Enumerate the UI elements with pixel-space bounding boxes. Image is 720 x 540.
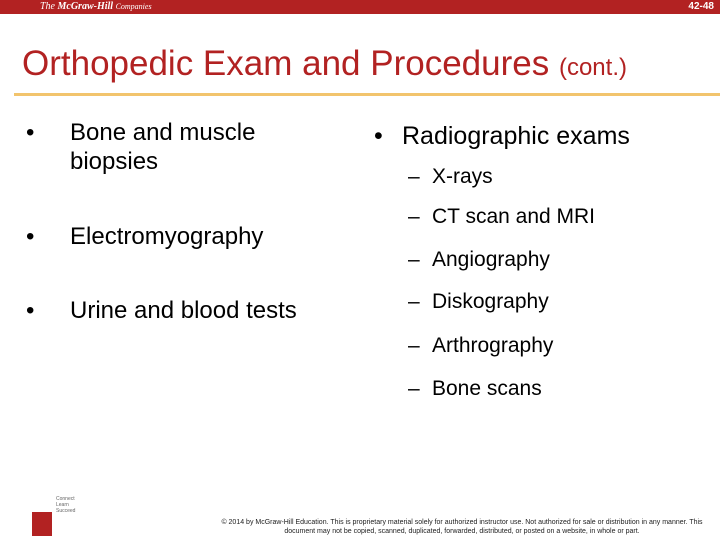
slide-title-suffix: (cont.): [558, 54, 627, 81]
bullet-marker: •: [26, 119, 35, 146]
sub-list-item: – Diskography: [408, 290, 549, 313]
sub-item-text: Bone scans: [432, 377, 542, 400]
sub-item-text: CT scan and MRI: [432, 205, 596, 228]
slide-title-main: Orthopedic Exam and Procedures: [22, 44, 550, 83]
bullet-item: Bone and muscle biopsies: [70, 119, 256, 175]
publisher-logo: [40, 1, 152, 13]
mcgraw-hill-logo-icon: [32, 512, 52, 536]
sub-item-text: X-rays: [432, 165, 493, 188]
slide-number: 42-48: [688, 1, 714, 12]
sub-item-text: Angiography: [432, 248, 550, 271]
bullet-item: Radiographic exams: [402, 122, 630, 150]
logo-tagline: Connect Learn Succeed: [56, 496, 76, 514]
bullet-marker: •: [374, 122, 383, 150]
brand-prefix: The: [40, 1, 55, 12]
brand-suffix: Companies: [115, 2, 152, 11]
sub-list-item: – Bone scans: [408, 377, 542, 400]
sub-item-text: Diskography: [432, 290, 549, 313]
bullet-item: Electromyography: [70, 223, 264, 250]
slide-title: [22, 44, 627, 88]
connect-logo: [32, 490, 88, 536]
brand-name: McGraw-Hill: [57, 1, 114, 12]
bullet-marker: •: [26, 223, 35, 250]
title-underline: [14, 93, 720, 96]
copyright-notice: © 2014 by McGraw-Hill Education. This is proprietary material solely for authorized instructor use. Not authorized for sale or distribution in any manner. This document may not be copied, scanned, duplicated, forwarded, distributed, or posted on a website, in whole or part.: [221, 519, 703, 535]
sub-list-item: – CT scan and MRI: [408, 205, 596, 228]
bullet-marker: •: [26, 297, 35, 324]
sub-list-item: – Arthrography: [408, 334, 554, 357]
header-bar: [0, 0, 720, 14]
bullet-item: Urine and blood tests: [70, 297, 297, 324]
sub-list-item: – X-rays: [408, 165, 493, 188]
sub-item-text: Arthrography: [432, 334, 554, 357]
sub-list-item: – Angiography: [408, 248, 550, 271]
